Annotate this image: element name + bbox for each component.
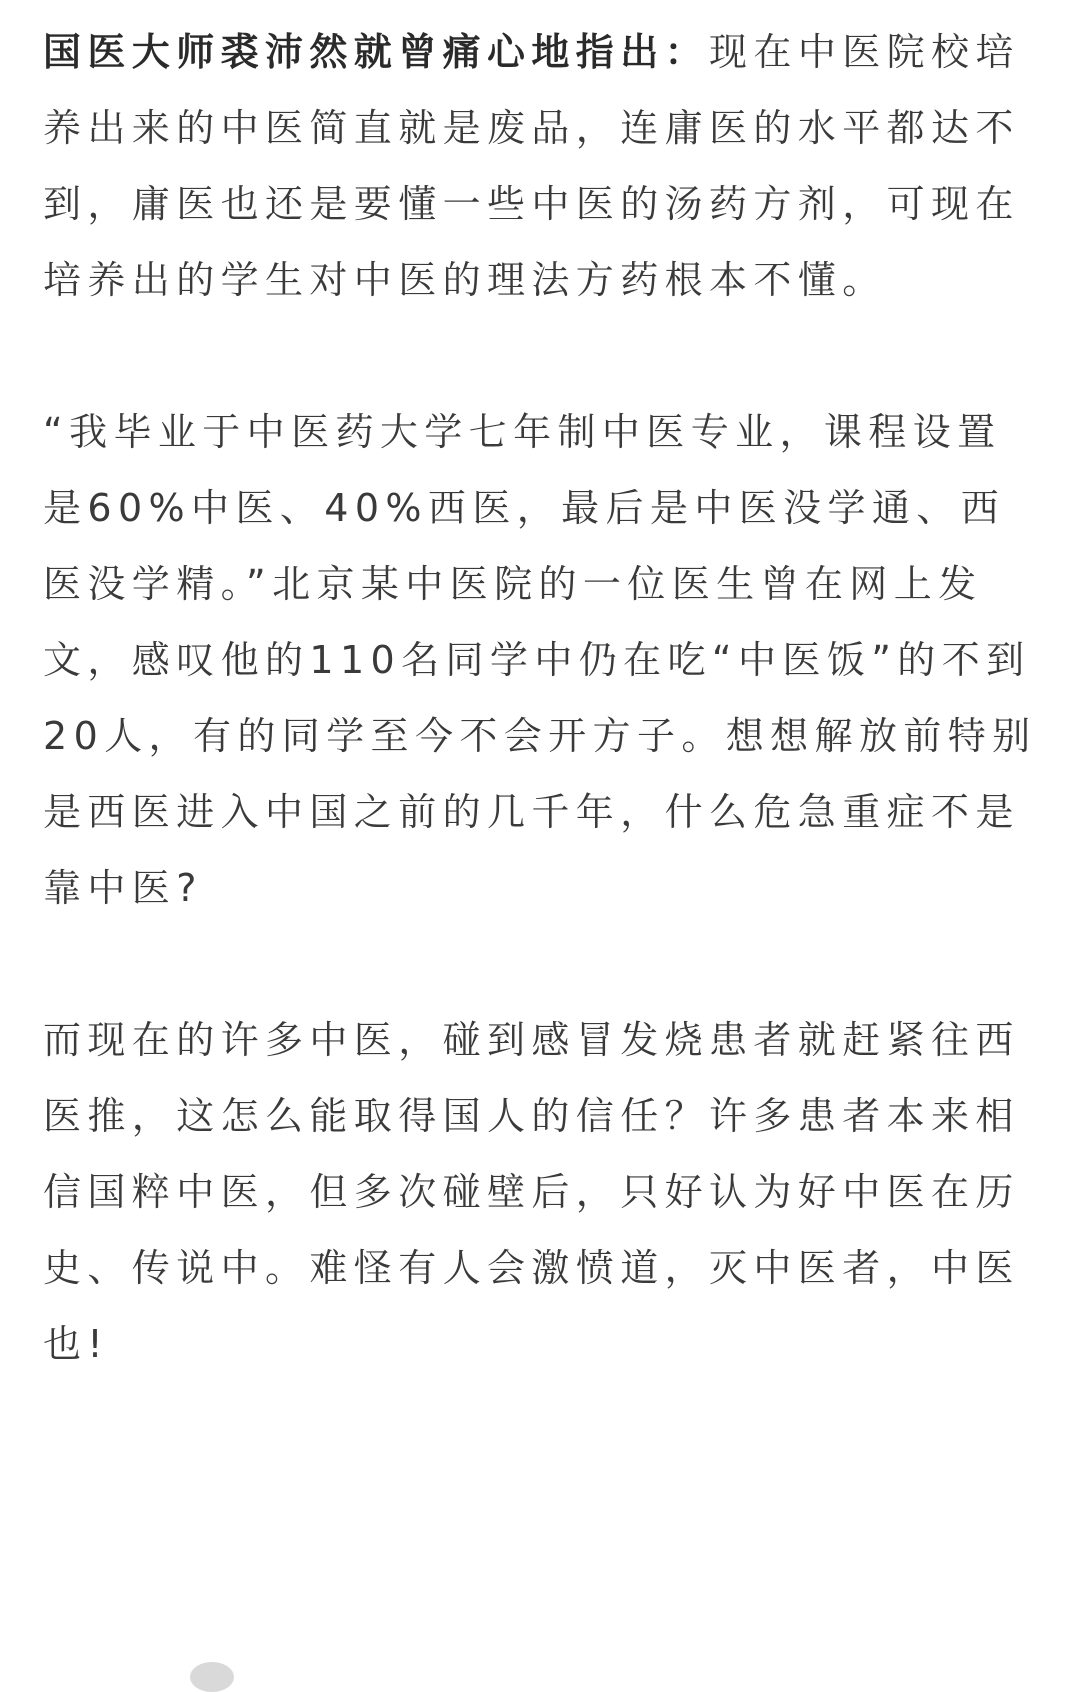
paragraph-1-body: 现在中医院校培养出来的中医简直就是废品，连庸医的水平都达不到，庸医也还是要懂一些中医的汤药方剂，可现在培养出的学生对中医的理法方药根本不懂。: [43, 30, 1020, 302]
paragraph-3: 而现在的许多中医，碰到感冒发烧患者就赶紧往西医推，这怎么能取得国人的信任？许多患者本来相信国粹中医，但多次碰壁后，只好认为好中医在历史、传说中。难怪有人会激愤道，灭中医者，中医也!: [43, 1018, 1020, 1366]
next-section-heading-cropped: [0, 1652, 1080, 1692]
article-body: [43, 14, 1043, 1382]
paragraph-1: [43, 14, 1043, 318]
heading-decoration: [190, 1662, 234, 1692]
paragraph-1-lead: 国医大师裘沛然就曾痛心地指出：: [43, 30, 710, 74]
paragraph-2: “我毕业于中医药大学七年制中医专业，课程设置是60%中医、40%西医，最后是中医没学通、西医没学精。”北京某中医院的一位医生曾在网上发文，感叹他的110名同学中仍在吃“中医饭”的不到20人，有的同学至今不会开方子。想想解放前特别是西医进入中国之前的几千年，什么危急重症不是靠中医?: [43, 410, 1037, 910]
